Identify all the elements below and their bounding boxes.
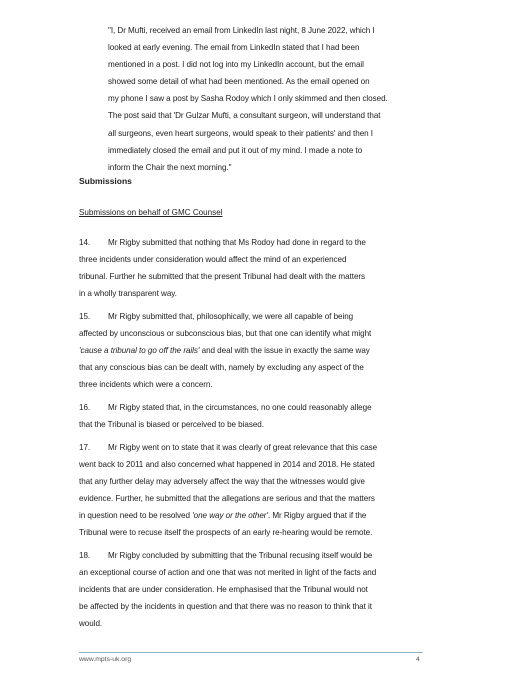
paragraph-line — [79, 376, 447, 393]
paragraph-15 — [79, 308, 447, 393]
quote-line: "I, Dr Mufti, received an email from LinkedIn last night, 8 June 2022, which I — [108, 26, 375, 35]
paragraph-number: 18. — [79, 551, 91, 560]
paragraph-line — [79, 439, 447, 456]
quote-line: looked at early evening. The email from LinkedIn stated that I had been — [108, 43, 360, 53]
italic-quote: 'one way or the other' — [192, 511, 268, 521]
paragraph-number: 17. — [79, 443, 91, 452]
paragraph-line — [79, 399, 447, 416]
text-run: three incidents under consideration would affect the mind of an experienced — [79, 255, 347, 265]
paragraph-number: 16. — [79, 403, 91, 412]
quote-line: inform the Chair the next morning." — [108, 162, 232, 172]
paragraph-17 — [79, 439, 447, 542]
text-run: in a wholly transparent way. — [79, 289, 177, 299]
quote-line: my phone I saw a post by Sasha Rodoy which I only skimmed and then closed. — [108, 94, 388, 104]
text-run: Mr Rigby concluded by submitting that the Tribunal recusing itself would be — [108, 551, 373, 560]
text-run: Mr Rigby submitted that, philosophically, we were all capable of being — [108, 312, 354, 321]
text-run: . Mr Rigby argued that if the — [267, 511, 367, 521]
paragraph-line — [79, 490, 447, 507]
paragraph-number: 15. — [79, 312, 91, 321]
text-run: Mr Rigby submitted that nothing that Ms Rodoy had done in regard to the — [108, 238, 366, 247]
text-run: Tribunal were to recuse itself the prospects of an early re-hearing would be remote. — [79, 528, 373, 538]
paragraph-line — [79, 507, 447, 524]
paragraph-line — [79, 456, 447, 473]
text-run: went back to 2011 and also concerned what happened in 2014 and 2018. He stated — [79, 460, 375, 470]
page-number: 4 — [416, 656, 420, 663]
paragraph-line — [79, 359, 447, 376]
quote-line: The post said that 'Dr Gulzar Mufti, a consultant surgeon, will understand that — [108, 111, 381, 121]
quote-line: showed some detail of what had been mentioned. As the email opened on — [108, 77, 370, 87]
quote-line: all surgeons, even heart surgeons, would speak to their patients' and then I — [108, 128, 374, 138]
paragraph-line — [79, 473, 447, 490]
footer-url: www.mpts-uk.org — [79, 656, 132, 663]
paragraph-line — [79, 547, 447, 564]
paragraph-line — [79, 234, 447, 251]
text-run: tribunal. Further he submitted that the present Tribunal had dealt with the matters — [79, 272, 366, 282]
paragraph-line — [79, 524, 447, 541]
paragraph-line — [79, 416, 447, 433]
text-run: incidents that are under consideration. He emphasised that the Tribunal would not — [79, 585, 368, 595]
text-run: that any further delay may adversely affect the way that the witnesses would give — [79, 477, 365, 487]
paragraph-16 — [79, 399, 447, 433]
paragraph-18 — [79, 547, 447, 632]
paragraph-line — [79, 564, 447, 581]
paragraph-line — [79, 581, 447, 598]
quote-line: immediately closed the email and put it out of my mind. I made a note to — [108, 145, 363, 155]
text-run: in question need to be resolved — [79, 511, 193, 521]
gmc-counsel-subheading: Submissions on behalf of GMC Counsel — [79, 208, 223, 217]
text-run: be affected by the incidents in question and that there was no reason to think that it — [79, 602, 372, 612]
text-run: Mr Rigby went on to state that it was clearly of great relevance that this case — [108, 443, 378, 452]
quote-line: mentioned in a post. I did not log into my LinkedIn account, but the email — [108, 60, 364, 70]
paragraph-number: 14. — [79, 238, 91, 247]
paragraph-line — [79, 308, 447, 325]
text-run: would. — [79, 619, 103, 629]
text-run: that any conscious bias can be dealt with, namely by excluding any aspect of the — [79, 363, 364, 373]
paragraph-line — [79, 342, 447, 359]
footer-divider — [79, 652, 423, 653]
paragraph-line — [79, 615, 447, 632]
submissions-heading: Submissions — [79, 176, 132, 186]
text-run: and deal with the issue in exactly the same way — [199, 346, 370, 356]
text-run: evidence. Further, he submitted that the allegations are serious and that the matters — [79, 494, 375, 504]
paragraph-line — [79, 268, 447, 285]
text-run: affected by unconscious or subconscious bias, but that one can identify what might — [79, 329, 372, 339]
paragraph-line — [79, 325, 447, 342]
block-quote — [108, 22, 453, 176]
text-run: Mr Rigby stated that, in the circumstances, no one could reasonably allege — [108, 403, 372, 412]
text-run: that the Tribunal is biased or perceived to be biased. — [79, 420, 264, 430]
paragraph-line — [79, 251, 447, 268]
text-run: an exceptional course of action and one that was not merited in light of the facts and — [79, 568, 377, 578]
text-run: three incidents which were a concern. — [79, 380, 213, 390]
paragraph-line — [79, 598, 447, 615]
paragraph-line — [79, 285, 447, 302]
paragraph-14 — [79, 234, 447, 302]
italic-quote: 'cause a tribunal to go off the rails' — [79, 346, 200, 356]
